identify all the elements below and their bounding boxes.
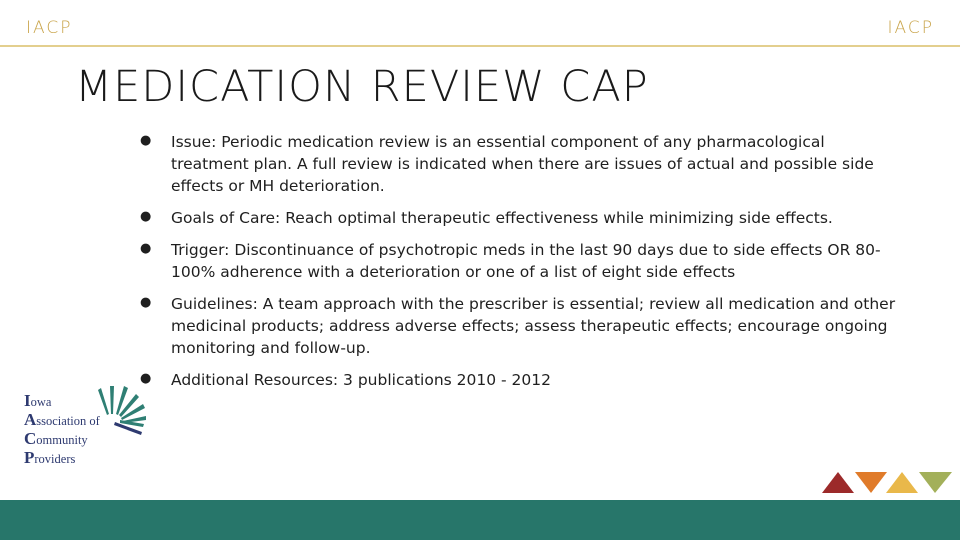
bullet-dot-icon: ● [140,241,152,256]
page-title: MEDICATION REVIEW CAP [75,62,649,112]
bullet-text: Trigger: Discontinuance of psychotropic meds in the last 90 days due to side effects OR 80-100% adherence with a deterioration or one of a list of eight side effects [171,241,881,281]
bullet-item-issue [140,131,900,197]
bullet-text: Goals of Care: Reach optimal therapeutic effectiveness while minimizing side effects. [171,209,833,227]
logo-cap: C [24,429,37,448]
logo-word: ommunity [36,433,88,447]
iacp-logo [18,380,148,470]
logo-word: ssociation of [36,414,100,428]
decorative-triangles-icon [822,470,954,494]
bullet-text: Additional Resources: 3 publications 2010 - 2012 [171,371,551,389]
header-left-label: IACP [26,18,73,38]
logo-word: roviders [34,452,76,466]
bullet-text: Issue: Periodic medication review is an essential component of any pharmacological treatment plan. A full review is indicated when there are issues of actual and possible side effects or MH deterioration. [171,133,874,195]
bullet-list [140,131,900,401]
bullet-item-resources [140,369,900,391]
logo-cap: I [24,391,31,410]
triangle-yellow [886,472,918,493]
bullet-dot-icon: ● [140,295,152,310]
triangle-orange [855,472,887,493]
logo-cap: P [24,448,35,467]
logo-cap: A [24,410,37,429]
footer-bar [0,500,960,540]
bullet-dot-icon: ● [140,209,152,224]
bullet-item-guidelines [140,293,900,359]
triangle-green [919,472,952,493]
triangle-red [822,472,854,493]
bullet-item-trigger [140,239,900,283]
header-divider [0,45,960,47]
logo-word: owa [30,395,52,409]
header-right-label: IACP [887,18,934,38]
bullet-item-goals [140,207,900,229]
bullet-dot-icon: ● [140,371,152,386]
logo-text [24,392,100,468]
bullet-text: Guidelines: A team approach with the prescriber is essential; review all medication and other medicinal products; address adverse effects; assess therapeutic effects; encourage ongoing monitoring and follow-up. [171,295,896,357]
bullet-dot-icon: ● [140,133,152,148]
